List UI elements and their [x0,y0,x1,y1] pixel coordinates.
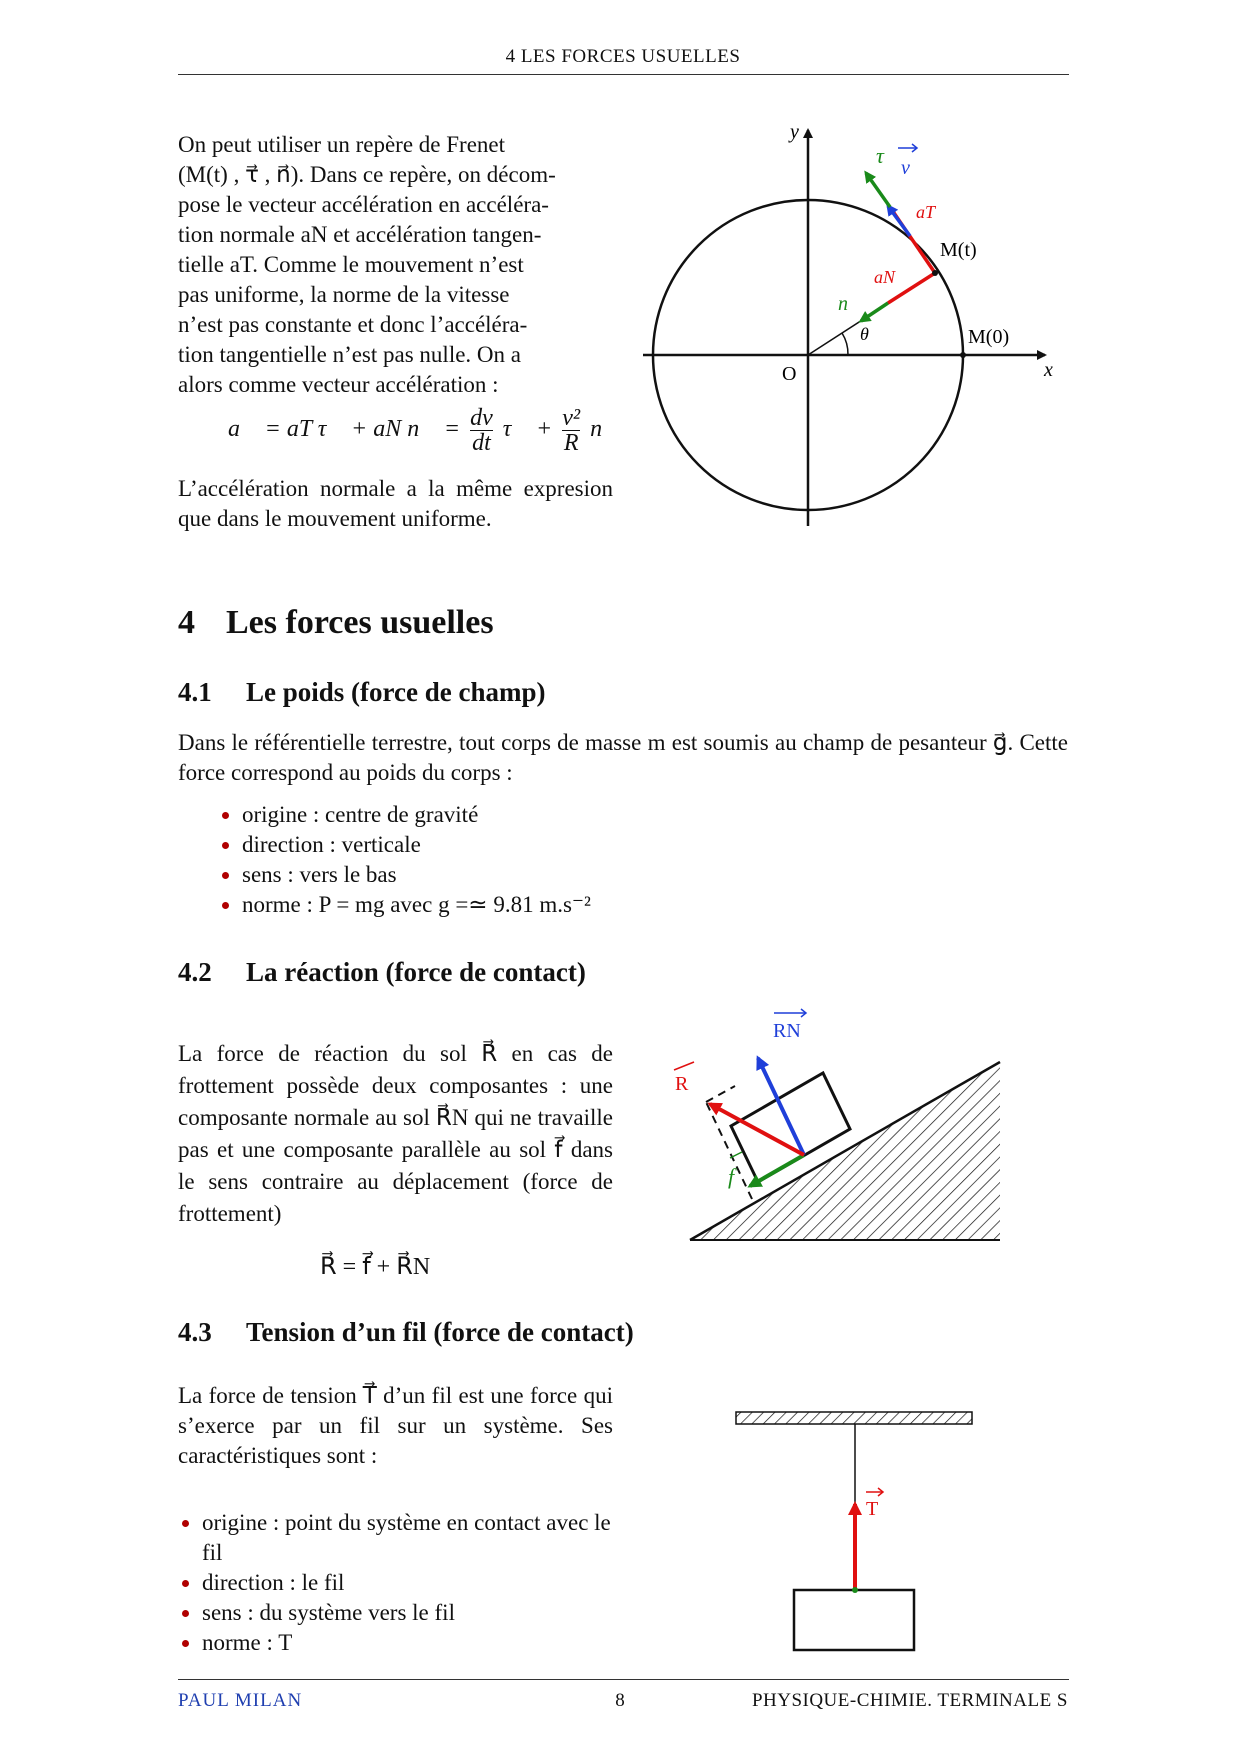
frenet-line: tion normale aN et accélération tangen- [178,222,542,247]
at-label: aT [916,202,936,222]
frac-den: R [563,430,579,456]
reaction-diagram [660,1000,1020,1250]
list-item: direction : le fil [178,1568,613,1598]
tension-paragraph: La force de tension T⃗ d’un fil est une force qui s’exerce par un fil sur un système. Ses caractéristiques sont : [178,1383,613,1468]
theta-arc [842,333,848,355]
frenet-line: alors comme vecteur accélération : [178,372,499,397]
x-label: x [1044,359,1053,381]
frenet-line: tielle aT. Comme le mouvement n’est [178,252,524,277]
point-m0 [960,352,966,358]
section-title: Les forces usuelles [226,604,494,641]
mt-label: M(t) [940,239,977,261]
r-label [674,1062,694,1095]
attachment-point [852,1587,858,1593]
normal-acceleration-paragraph: L’accélération normale a la même expresion que dans le mouvement uniforme. [178,476,613,531]
footer-course: PHYSIQUE-CHIMIE. TERMINALE S [751,1690,1068,1711]
section-heading-4 [178,604,494,642]
weight-characteristics-list [218,800,918,920]
frenet-paragraph [178,130,613,400]
frenet-line: n’est pas constante et donc l’accéléra- [178,312,528,337]
subsection-number: 4.3 [178,1317,212,1347]
svg-text:f: f [728,1164,735,1189]
list-item: direction : verticale [218,830,918,860]
an-arrow [888,273,935,303]
eq-end: n⃗ [590,416,621,443]
an-label: aN [874,267,896,287]
frenet-diagram [640,118,1070,528]
v-arrow [888,206,910,236]
tau-arrow [866,173,890,207]
list-item: origine : centre de gravité [218,800,918,830]
y-label: y [790,121,799,143]
weight-paragraph: Dans le référentielle terrestre, tout corps de masse m est soumis au champ de pesanteur g⃗. Cette force correspond au poids du corps : [178,730,1068,785]
running-header: 4 LES FORCES USUELLES [505,46,741,67]
point-mt [932,270,938,276]
section-number: 4 [178,604,195,641]
eq-mid: τ⃗ + [502,416,553,443]
subsection-number: 4.2 [178,957,212,987]
subsection-title: Le poids (force de champ) [246,677,546,707]
frenet-line: pose le vecteur accélération en accéléra- [178,192,549,217]
suspended-block [794,1590,914,1650]
dashed-line [706,1086,735,1102]
origin-label: O [782,363,797,385]
frenet-line: pas uniforme, la norme de la vitesse [178,282,510,307]
tau-label: τ⃗ [876,143,901,168]
footer-rule [178,1679,1069,1680]
frac-den: dt [472,430,491,456]
n-arrow [861,303,888,321]
reaction-equation: R⃗ = f⃗ + R⃗N [320,1254,431,1280]
frenet-line: tion tangentielle n’est pas nulle. On a [178,342,521,367]
tension-diagram [730,1400,980,1660]
fraction-dv-dt [470,406,493,455]
svg-text:RN: RN [773,1020,801,1042]
fraction-v2-r [562,406,580,455]
header-rule [178,74,1069,75]
subsection-title: La réaction (force de contact) [246,957,586,987]
list-item: sens : vers le bas [218,860,918,890]
svg-text:T: T [866,1498,879,1520]
list-item: origine : point du système en contact avec le fil [178,1508,613,1568]
ceiling-support [736,1412,972,1424]
frac-num: v² [562,405,581,431]
tension-characteristics-list [178,1508,613,1658]
n-label: n⃗ [838,293,864,315]
theta-label: θ [860,324,869,344]
svg-text:R: R [675,1073,689,1095]
list-item: norme : T [178,1628,613,1658]
frac-num: dv [470,405,493,431]
f-label [728,1152,742,1189]
subsection-title: Tension d’un fil (force de contact) [246,1317,634,1347]
subsection-number: 4.1 [178,677,212,707]
subsection-heading-4-1 [178,677,545,708]
page-number: 8 [615,1690,625,1711]
list-item: sens : du système vers le fil [178,1598,613,1628]
footer-author: PAUL MILAN [178,1690,303,1711]
frenet-line: (M(t) , τ⃗ , n⃗). Dans ce repère, on décom- [178,162,556,187]
eq-left: a⃗ = aT τ⃗ + aN n⃗ = [228,416,461,443]
subsection-heading-4-2 [178,957,586,988]
subsection-heading-4-3 [178,1317,634,1348]
list-item: norme : P = mg avec g =≃ 9.81 m.s⁻² [218,890,918,920]
frenet-line: On peut utiliser un repère de Frenet [178,132,505,157]
t-label [866,1488,883,1520]
m0-label: M(0) [968,326,1010,348]
reaction-paragraph: La force de réaction du sol R⃗ en cas de frottement possède deux composantes : une composante normale au sol R⃗N qui ne travaille pas et une composante parallèle au sol f⃗ dans le sens contraire au déplacement (force de frottement) [178,1041,613,1226]
svg-text:v: v [901,157,910,179]
rn-label [773,1009,806,1042]
acceleration-equation [228,406,628,455]
